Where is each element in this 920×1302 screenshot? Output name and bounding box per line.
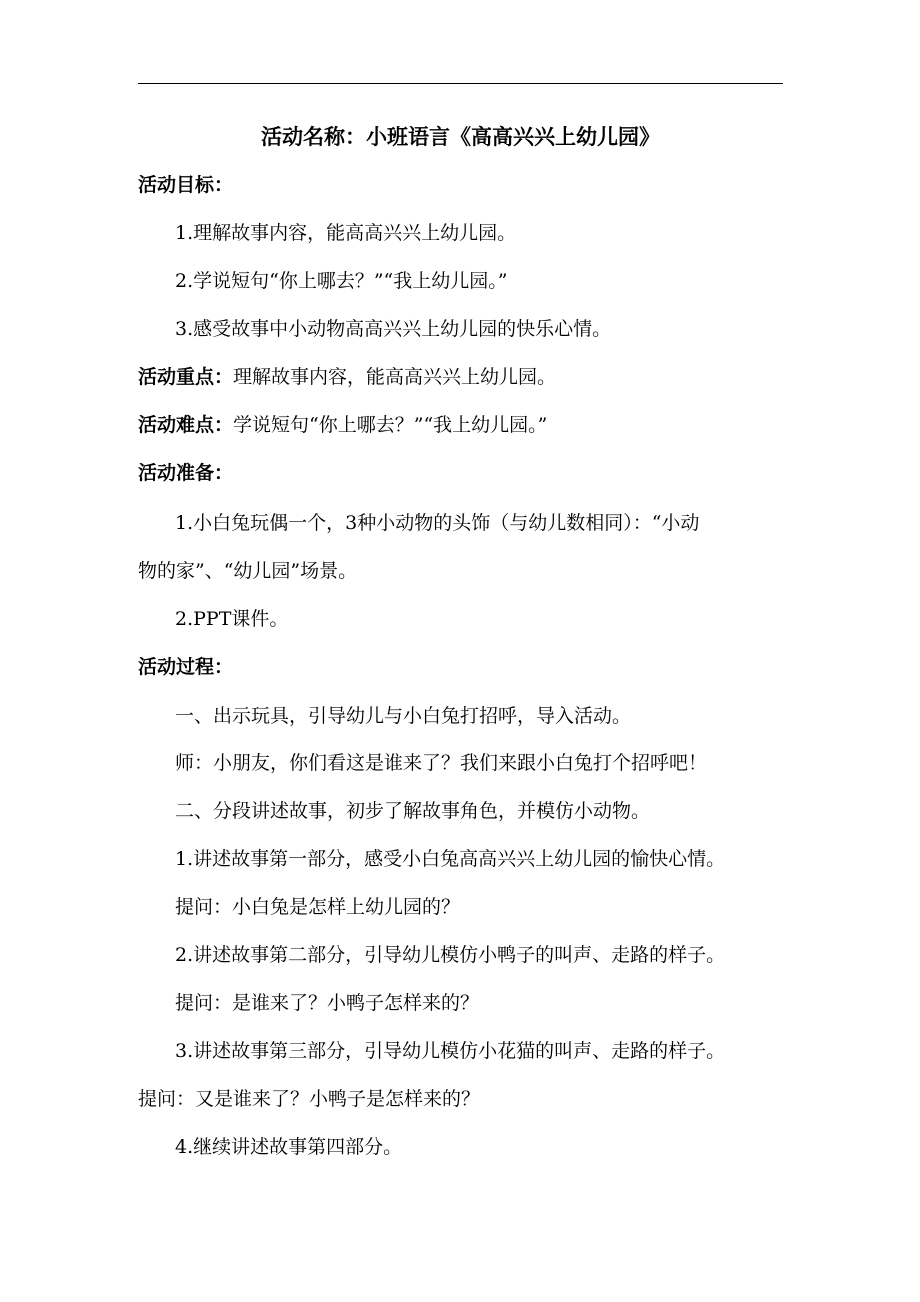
key-point-label: 活动重点： bbox=[138, 366, 234, 388]
step-2-3-question: 提问：又是谁来了？小鸭子是怎样来的？ bbox=[138, 1088, 481, 1110]
step-1: 一、出示玩具，引导幼儿与小白兔打招呼，导入活动。 bbox=[175, 705, 632, 727]
step-2-1: 1.讲述故事第一部分，感受小白兔高高兴兴上幼儿园的愉快心情。 bbox=[175, 848, 726, 870]
page-title: 活动名称：小班语言《高高兴兴上幼儿园》 bbox=[261, 125, 660, 149]
step-2-2: 2.讲述故事第二部分，引导幼儿模仿小鸭子的叫声、走路的样子。 bbox=[175, 944, 726, 966]
step-2: 二、分段讲述故事，初步了解故事角色，并模仿小动物。 bbox=[175, 800, 651, 822]
prep-1-line-1: 1.小白兔玩偶一个，3种小动物的头饰（与幼儿数相同）：“小动 bbox=[175, 512, 700, 534]
difficulty-line bbox=[138, 412, 798, 438]
goals-heading: 活动目标： bbox=[138, 174, 234, 196]
goal-2: 2.学说短句“你上哪去？”“我上幼儿园。” bbox=[175, 270, 508, 292]
process-heading: 活动过程： bbox=[138, 656, 234, 678]
key-point-line bbox=[138, 364, 798, 390]
step-2-1-question: 提问：小白兔是怎样上幼儿园的？ bbox=[175, 896, 461, 918]
key-point-text: 理解故事内容，能高高兴兴上幼儿园。 bbox=[233, 366, 557, 388]
difficulty-label: 活动难点： bbox=[138, 414, 234, 436]
difficulty-text: 学说短句“你上哪去？”“我上幼儿园。” bbox=[233, 414, 548, 436]
prep-2: 2.PPT课件。 bbox=[175, 608, 289, 630]
step-2-3: 3.讲述故事第三部分，引导幼儿模仿小花猫的叫声、走路的样子。 bbox=[175, 1040, 726, 1062]
header-rule bbox=[138, 83, 783, 84]
goal-3: 3.感受故事中小动物高高兴兴上幼儿园的快乐心情。 bbox=[175, 318, 612, 340]
step-2-4: 4.继续讲述故事第四部分。 bbox=[175, 1136, 403, 1158]
prep-1-line-2: 物的家”、“幼儿园”场景。 bbox=[138, 560, 358, 582]
prep-heading: 活动准备： bbox=[138, 462, 234, 484]
step-2-2-question: 提问：是谁来了？小鸭子怎样来的？ bbox=[175, 992, 480, 1014]
goal-1: 1.理解故事内容，能高高兴兴上幼儿园。 bbox=[175, 222, 517, 244]
step-1-teacher: 师：小朋友，你们看这是谁来了？我们来跟小白兔打个招呼吧！ bbox=[175, 752, 708, 774]
